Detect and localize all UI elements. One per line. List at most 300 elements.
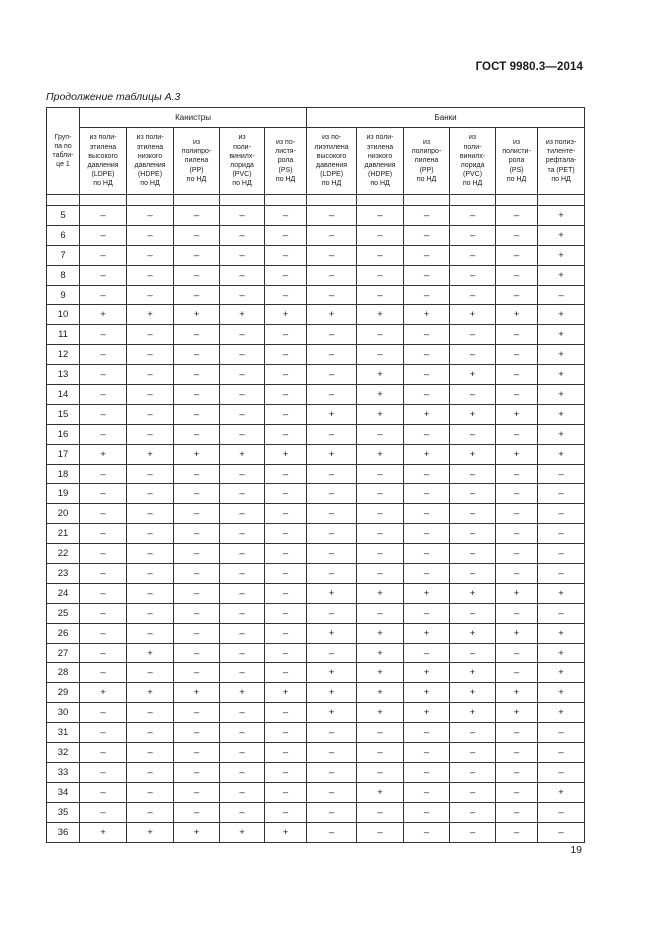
- table-cell: –: [496, 544, 538, 564]
- table-cell: –: [404, 564, 450, 584]
- row-group-number: 22: [47, 544, 80, 564]
- table-cell: –: [450, 564, 496, 584]
- table-cell: –: [538, 464, 585, 484]
- table-row: [47, 822, 585, 842]
- table-row: [47, 524, 585, 544]
- table-cell: –: [404, 385, 450, 405]
- table-continuation-caption: Продолжение таблицы А.3: [46, 91, 181, 103]
- table-cell: –: [174, 643, 220, 663]
- table-cell: –: [265, 285, 307, 305]
- table-cell: –: [450, 424, 496, 444]
- table-cell: –: [265, 345, 307, 365]
- table-cell: –: [450, 464, 496, 484]
- table-cell: –: [404, 365, 450, 385]
- table-cell: –: [80, 623, 127, 643]
- table-row: [47, 285, 585, 305]
- row-group-number: 31: [47, 723, 80, 743]
- table-cell: –: [307, 564, 357, 584]
- table-cell: –: [174, 782, 220, 802]
- group-header-kanistry: Канистры: [80, 108, 307, 128]
- table-cell: –: [357, 285, 404, 305]
- table-cell: –: [496, 345, 538, 365]
- table-cell: –: [307, 245, 357, 265]
- spacer-cell: [307, 195, 357, 206]
- table-cell: +: [538, 703, 585, 723]
- table-cell: –: [265, 484, 307, 504]
- table-cell: –: [220, 603, 265, 623]
- table-cell: –: [357, 743, 404, 763]
- table-cell: –: [127, 206, 174, 226]
- table-cell: +: [538, 345, 585, 365]
- table-cell: –: [496, 743, 538, 763]
- subcolumn-header: из по- листя- рола (PS) по НД: [265, 128, 307, 195]
- table-cell: –: [450, 643, 496, 663]
- table-cell: –: [174, 623, 220, 643]
- table-cell: –: [496, 802, 538, 822]
- table-cell: –: [127, 802, 174, 822]
- table-cell: –: [220, 743, 265, 763]
- table-cell: –: [404, 424, 450, 444]
- table-cell: –: [496, 643, 538, 663]
- header-group-row: [47, 108, 585, 128]
- subcolumn-header: из поли- винилх- лорида (PVC) по НД: [450, 128, 496, 195]
- table-cell: +: [404, 683, 450, 703]
- table-cell: –: [307, 225, 357, 245]
- table-cell: +: [127, 683, 174, 703]
- table-cell: –: [80, 703, 127, 723]
- table-cell: –: [174, 762, 220, 782]
- table-cell: –: [357, 603, 404, 623]
- table-cell: –: [127, 623, 174, 643]
- row-group-number: 23: [47, 564, 80, 584]
- spacer-cell: [127, 195, 174, 206]
- table-cell: +: [265, 444, 307, 464]
- table-cell: +: [307, 663, 357, 683]
- table-cell: +: [80, 683, 127, 703]
- table-cell: +: [538, 444, 585, 464]
- table-cell: +: [307, 583, 357, 603]
- table-row: [47, 683, 585, 703]
- table-cell: +: [174, 444, 220, 464]
- table-cell: –: [450, 245, 496, 265]
- table-cell: –: [220, 782, 265, 802]
- table-row: [47, 484, 585, 504]
- table-cell: +: [127, 444, 174, 464]
- table-cell: –: [307, 544, 357, 564]
- table-cell: +: [220, 683, 265, 703]
- table-row: [47, 703, 585, 723]
- table-cell: +: [357, 365, 404, 385]
- table-cell: +: [450, 703, 496, 723]
- table-cell: –: [307, 782, 357, 802]
- spacer-cell: [450, 195, 496, 206]
- table-cell: –: [496, 564, 538, 584]
- subcolumn-header: из полисти- рола (PS) по НД: [496, 128, 538, 195]
- table-cell: –: [220, 663, 265, 683]
- table-cell: –: [127, 385, 174, 405]
- table-cell: +: [307, 623, 357, 643]
- table-cell: –: [220, 484, 265, 504]
- table-cell: –: [127, 564, 174, 584]
- table-cell: –: [357, 265, 404, 285]
- table-cell: –: [357, 345, 404, 365]
- table-cell: –: [265, 464, 307, 484]
- row-group-number: 30: [47, 703, 80, 723]
- table-cell: –: [80, 504, 127, 524]
- table-cell: –: [265, 802, 307, 822]
- table-cell: –: [174, 703, 220, 723]
- table-row: [47, 404, 585, 424]
- table-cell: +: [450, 305, 496, 325]
- table-cell: –: [265, 385, 307, 405]
- group-header-banki: Банки: [307, 108, 585, 128]
- table-cell: –: [307, 822, 357, 842]
- table-cell: +: [538, 365, 585, 385]
- subcolumn-header: из полипро- пилена (PP) по НД: [174, 128, 220, 195]
- table-cell: –: [357, 524, 404, 544]
- table-cell: –: [307, 424, 357, 444]
- table-cell: –: [357, 544, 404, 564]
- row-group-number: 17: [47, 444, 80, 464]
- table-cell: +: [538, 663, 585, 683]
- table-cell: –: [174, 723, 220, 743]
- table-cell: –: [496, 245, 538, 265]
- table-cell: –: [80, 385, 127, 405]
- table-cell: –: [174, 424, 220, 444]
- spacer-cell: [357, 195, 404, 206]
- table-cell: –: [357, 484, 404, 504]
- table-cell: –: [404, 762, 450, 782]
- table-row: [47, 643, 585, 663]
- table-cell: –: [127, 603, 174, 623]
- spacer-cell: [47, 195, 80, 206]
- table-row: [47, 762, 585, 782]
- table-cell: –: [265, 663, 307, 683]
- table-cell: –: [127, 703, 174, 723]
- table-cell: –: [357, 325, 404, 345]
- table-cell: –: [265, 325, 307, 345]
- table-cell: –: [538, 544, 585, 564]
- table-cell: –: [538, 603, 585, 623]
- row-group-number: 15: [47, 404, 80, 424]
- table-cell: –: [450, 822, 496, 842]
- table-cell: +: [174, 822, 220, 842]
- table-cell: +: [404, 444, 450, 464]
- header-spacer-row: [47, 195, 585, 206]
- table-cell: –: [357, 424, 404, 444]
- table-cell: –: [538, 822, 585, 842]
- table-cell: –: [357, 802, 404, 822]
- table-cell: –: [220, 504, 265, 524]
- table-row: [47, 802, 585, 822]
- table-cell: +: [307, 683, 357, 703]
- table-cell: –: [496, 822, 538, 842]
- table-cell: –: [450, 225, 496, 245]
- header-subcolumn-row: [47, 128, 585, 195]
- table-cell: +: [357, 385, 404, 405]
- table-cell: –: [265, 782, 307, 802]
- table-cell: –: [450, 325, 496, 345]
- table-row: [47, 504, 585, 524]
- table-cell: –: [538, 285, 585, 305]
- spacer-cell: [538, 195, 585, 206]
- table-cell: +: [538, 385, 585, 405]
- row-group-number: 12: [47, 345, 80, 365]
- table-cell: –: [357, 564, 404, 584]
- table-cell: –: [404, 743, 450, 763]
- table-row: [47, 345, 585, 365]
- table-cell: –: [127, 225, 174, 245]
- table-cell: –: [174, 583, 220, 603]
- row-group-number: 34: [47, 782, 80, 802]
- table-cell: –: [265, 225, 307, 245]
- table-cell: –: [80, 345, 127, 365]
- table-cell: –: [450, 802, 496, 822]
- table-cell: –: [265, 603, 307, 623]
- table-cell: +: [538, 583, 585, 603]
- table-cell: –: [450, 723, 496, 743]
- table-cell: +: [538, 643, 585, 663]
- row-group-number: 16: [47, 424, 80, 444]
- table-cell: –: [307, 643, 357, 663]
- table-cell: –: [80, 404, 127, 424]
- table-cell: –: [265, 643, 307, 663]
- table-cell: –: [80, 743, 127, 763]
- row-group-number: 5: [47, 206, 80, 226]
- table-row: [47, 424, 585, 444]
- table-cell: –: [357, 822, 404, 842]
- row-group-number: 14: [47, 385, 80, 405]
- table-cell: –: [220, 583, 265, 603]
- table-cell: +: [127, 643, 174, 663]
- table-cell: –: [127, 345, 174, 365]
- table-cell: –: [174, 345, 220, 365]
- table-cell: –: [307, 802, 357, 822]
- table-cell: +: [496, 305, 538, 325]
- spacer-cell: [265, 195, 307, 206]
- table-cell: –: [265, 564, 307, 584]
- table-cell: +: [496, 404, 538, 424]
- table-cell: –: [127, 325, 174, 345]
- table-cell: –: [80, 564, 127, 584]
- table-cell: –: [127, 424, 174, 444]
- table-cell: +: [127, 822, 174, 842]
- spacer-cell: [220, 195, 265, 206]
- table-cell: +: [496, 703, 538, 723]
- table-cell: –: [80, 643, 127, 663]
- subcolumn-header: из по- лиэтилена высокого давления (LDPE) по НД: [307, 128, 357, 195]
- table-cell: –: [265, 365, 307, 385]
- table-cell: +: [538, 206, 585, 226]
- table-cell: +: [404, 305, 450, 325]
- row-group-number: 27: [47, 643, 80, 663]
- table-cell: –: [404, 245, 450, 265]
- table-cell: –: [307, 385, 357, 405]
- table-row: [47, 663, 585, 683]
- table-cell: –: [80, 285, 127, 305]
- table-cell: –: [450, 782, 496, 802]
- table-cell: +: [307, 444, 357, 464]
- table-cell: –: [127, 285, 174, 305]
- table-cell: –: [357, 225, 404, 245]
- table-cell: +: [404, 663, 450, 683]
- table-row: [47, 544, 585, 564]
- row-group-number: 20: [47, 504, 80, 524]
- table-cell: –: [220, 245, 265, 265]
- subcolumn-header: из поли- этилена низкого давления (HDPE) по НД: [357, 128, 404, 195]
- table-cell: +: [450, 444, 496, 464]
- row-group-number: 6: [47, 225, 80, 245]
- table-cell: –: [80, 225, 127, 245]
- table-cell: –: [265, 245, 307, 265]
- table-cell: –: [80, 424, 127, 444]
- table-cell: –: [220, 385, 265, 405]
- row-group-number: 36: [47, 822, 80, 842]
- table-cell: –: [404, 802, 450, 822]
- table-cell: –: [404, 723, 450, 743]
- table-cell: –: [404, 643, 450, 663]
- table-cell: –: [496, 285, 538, 305]
- table-cell: –: [357, 762, 404, 782]
- table-cell: –: [174, 464, 220, 484]
- table-row: [47, 305, 585, 325]
- table-cell: +: [450, 365, 496, 385]
- table-cell: +: [307, 703, 357, 723]
- table-cell: –: [220, 564, 265, 584]
- table-row: [47, 564, 585, 584]
- table-cell: +: [265, 683, 307, 703]
- table-cell: –: [80, 762, 127, 782]
- table-cell: –: [496, 504, 538, 524]
- table-cell: –: [404, 603, 450, 623]
- table-cell: –: [496, 603, 538, 623]
- table-cell: –: [538, 762, 585, 782]
- table-cell: –: [265, 504, 307, 524]
- table-cell: +: [220, 305, 265, 325]
- table-row: [47, 265, 585, 285]
- table-cell: +: [538, 325, 585, 345]
- table-cell: +: [538, 245, 585, 265]
- row-group-number: 25: [47, 603, 80, 623]
- table-cell: –: [127, 245, 174, 265]
- table-cell: –: [307, 345, 357, 365]
- table-row: [47, 245, 585, 265]
- row-group-number: 11: [47, 325, 80, 345]
- table-cell: –: [265, 743, 307, 763]
- table-cell: –: [127, 723, 174, 743]
- table-cell: –: [127, 464, 174, 484]
- table-cell: +: [174, 683, 220, 703]
- table-cell: –: [450, 544, 496, 564]
- table-cell: –: [174, 544, 220, 564]
- table-cell: –: [357, 723, 404, 743]
- table-cell: –: [496, 365, 538, 385]
- table-cell: –: [404, 225, 450, 245]
- table-cell: –: [220, 643, 265, 663]
- group-column-header: Груп- па по табли- це 1: [47, 108, 80, 195]
- table-cell: +: [127, 305, 174, 325]
- table-cell: –: [538, 524, 585, 544]
- table-cell: –: [496, 206, 538, 226]
- table-cell: –: [538, 802, 585, 822]
- table-cell: –: [127, 524, 174, 544]
- row-group-number: 18: [47, 464, 80, 484]
- table-cell: –: [174, 524, 220, 544]
- table-row: [47, 444, 585, 464]
- table-cell: +: [450, 404, 496, 424]
- table-cell: +: [450, 623, 496, 643]
- table-cell: +: [80, 444, 127, 464]
- table-cell: –: [127, 404, 174, 424]
- table-cell: +: [307, 305, 357, 325]
- table-row: [47, 782, 585, 802]
- table-cell: –: [307, 464, 357, 484]
- table-cell: +: [357, 663, 404, 683]
- table-cell: –: [127, 762, 174, 782]
- table-cell: +: [357, 444, 404, 464]
- row-group-number: 19: [47, 484, 80, 504]
- table-cell: –: [496, 524, 538, 544]
- table-cell: –: [307, 524, 357, 544]
- table-cell: +: [538, 404, 585, 424]
- table-cell: –: [404, 524, 450, 544]
- table-cell: –: [538, 743, 585, 763]
- table-cell: –: [450, 285, 496, 305]
- table-cell: –: [496, 265, 538, 285]
- table-cell: –: [307, 325, 357, 345]
- table-cell: –: [450, 603, 496, 623]
- table-cell: –: [174, 265, 220, 285]
- table-cell: +: [174, 305, 220, 325]
- table-cell: –: [220, 424, 265, 444]
- row-group-number: 21: [47, 524, 80, 544]
- table-cell: +: [538, 305, 585, 325]
- subcolumn-header: из поли- винилх- лорида (PVC) по НД: [220, 128, 265, 195]
- table-cell: –: [307, 743, 357, 763]
- table-cell: –: [307, 504, 357, 524]
- row-group-number: 13: [47, 365, 80, 385]
- table-cell: –: [404, 325, 450, 345]
- table-cell: –: [220, 404, 265, 424]
- table-cell: +: [80, 305, 127, 325]
- table-cell: –: [538, 504, 585, 524]
- table-cell: +: [357, 583, 404, 603]
- table-cell: –: [357, 206, 404, 226]
- table-cell: –: [174, 225, 220, 245]
- table-cell: –: [220, 762, 265, 782]
- table-cell: +: [220, 822, 265, 842]
- table-cell: –: [450, 265, 496, 285]
- table-cell: –: [220, 623, 265, 643]
- table-cell: –: [127, 663, 174, 683]
- table-cell: –: [80, 583, 127, 603]
- table-cell: –: [307, 762, 357, 782]
- table-cell: –: [265, 623, 307, 643]
- row-group-number: 35: [47, 802, 80, 822]
- subcolumn-header: из поли- этилена высокого давления (LDPE) по НД: [80, 128, 127, 195]
- table-cell: –: [404, 206, 450, 226]
- spacer-cell: [496, 195, 538, 206]
- row-group-number: 10: [47, 305, 80, 325]
- table-cell: –: [265, 762, 307, 782]
- table-cell: +: [220, 444, 265, 464]
- table-cell: –: [538, 723, 585, 743]
- table-cell: –: [265, 404, 307, 424]
- table-row: [47, 365, 585, 385]
- table-cell: –: [220, 285, 265, 305]
- table-cell: –: [307, 365, 357, 385]
- table-cell: –: [265, 583, 307, 603]
